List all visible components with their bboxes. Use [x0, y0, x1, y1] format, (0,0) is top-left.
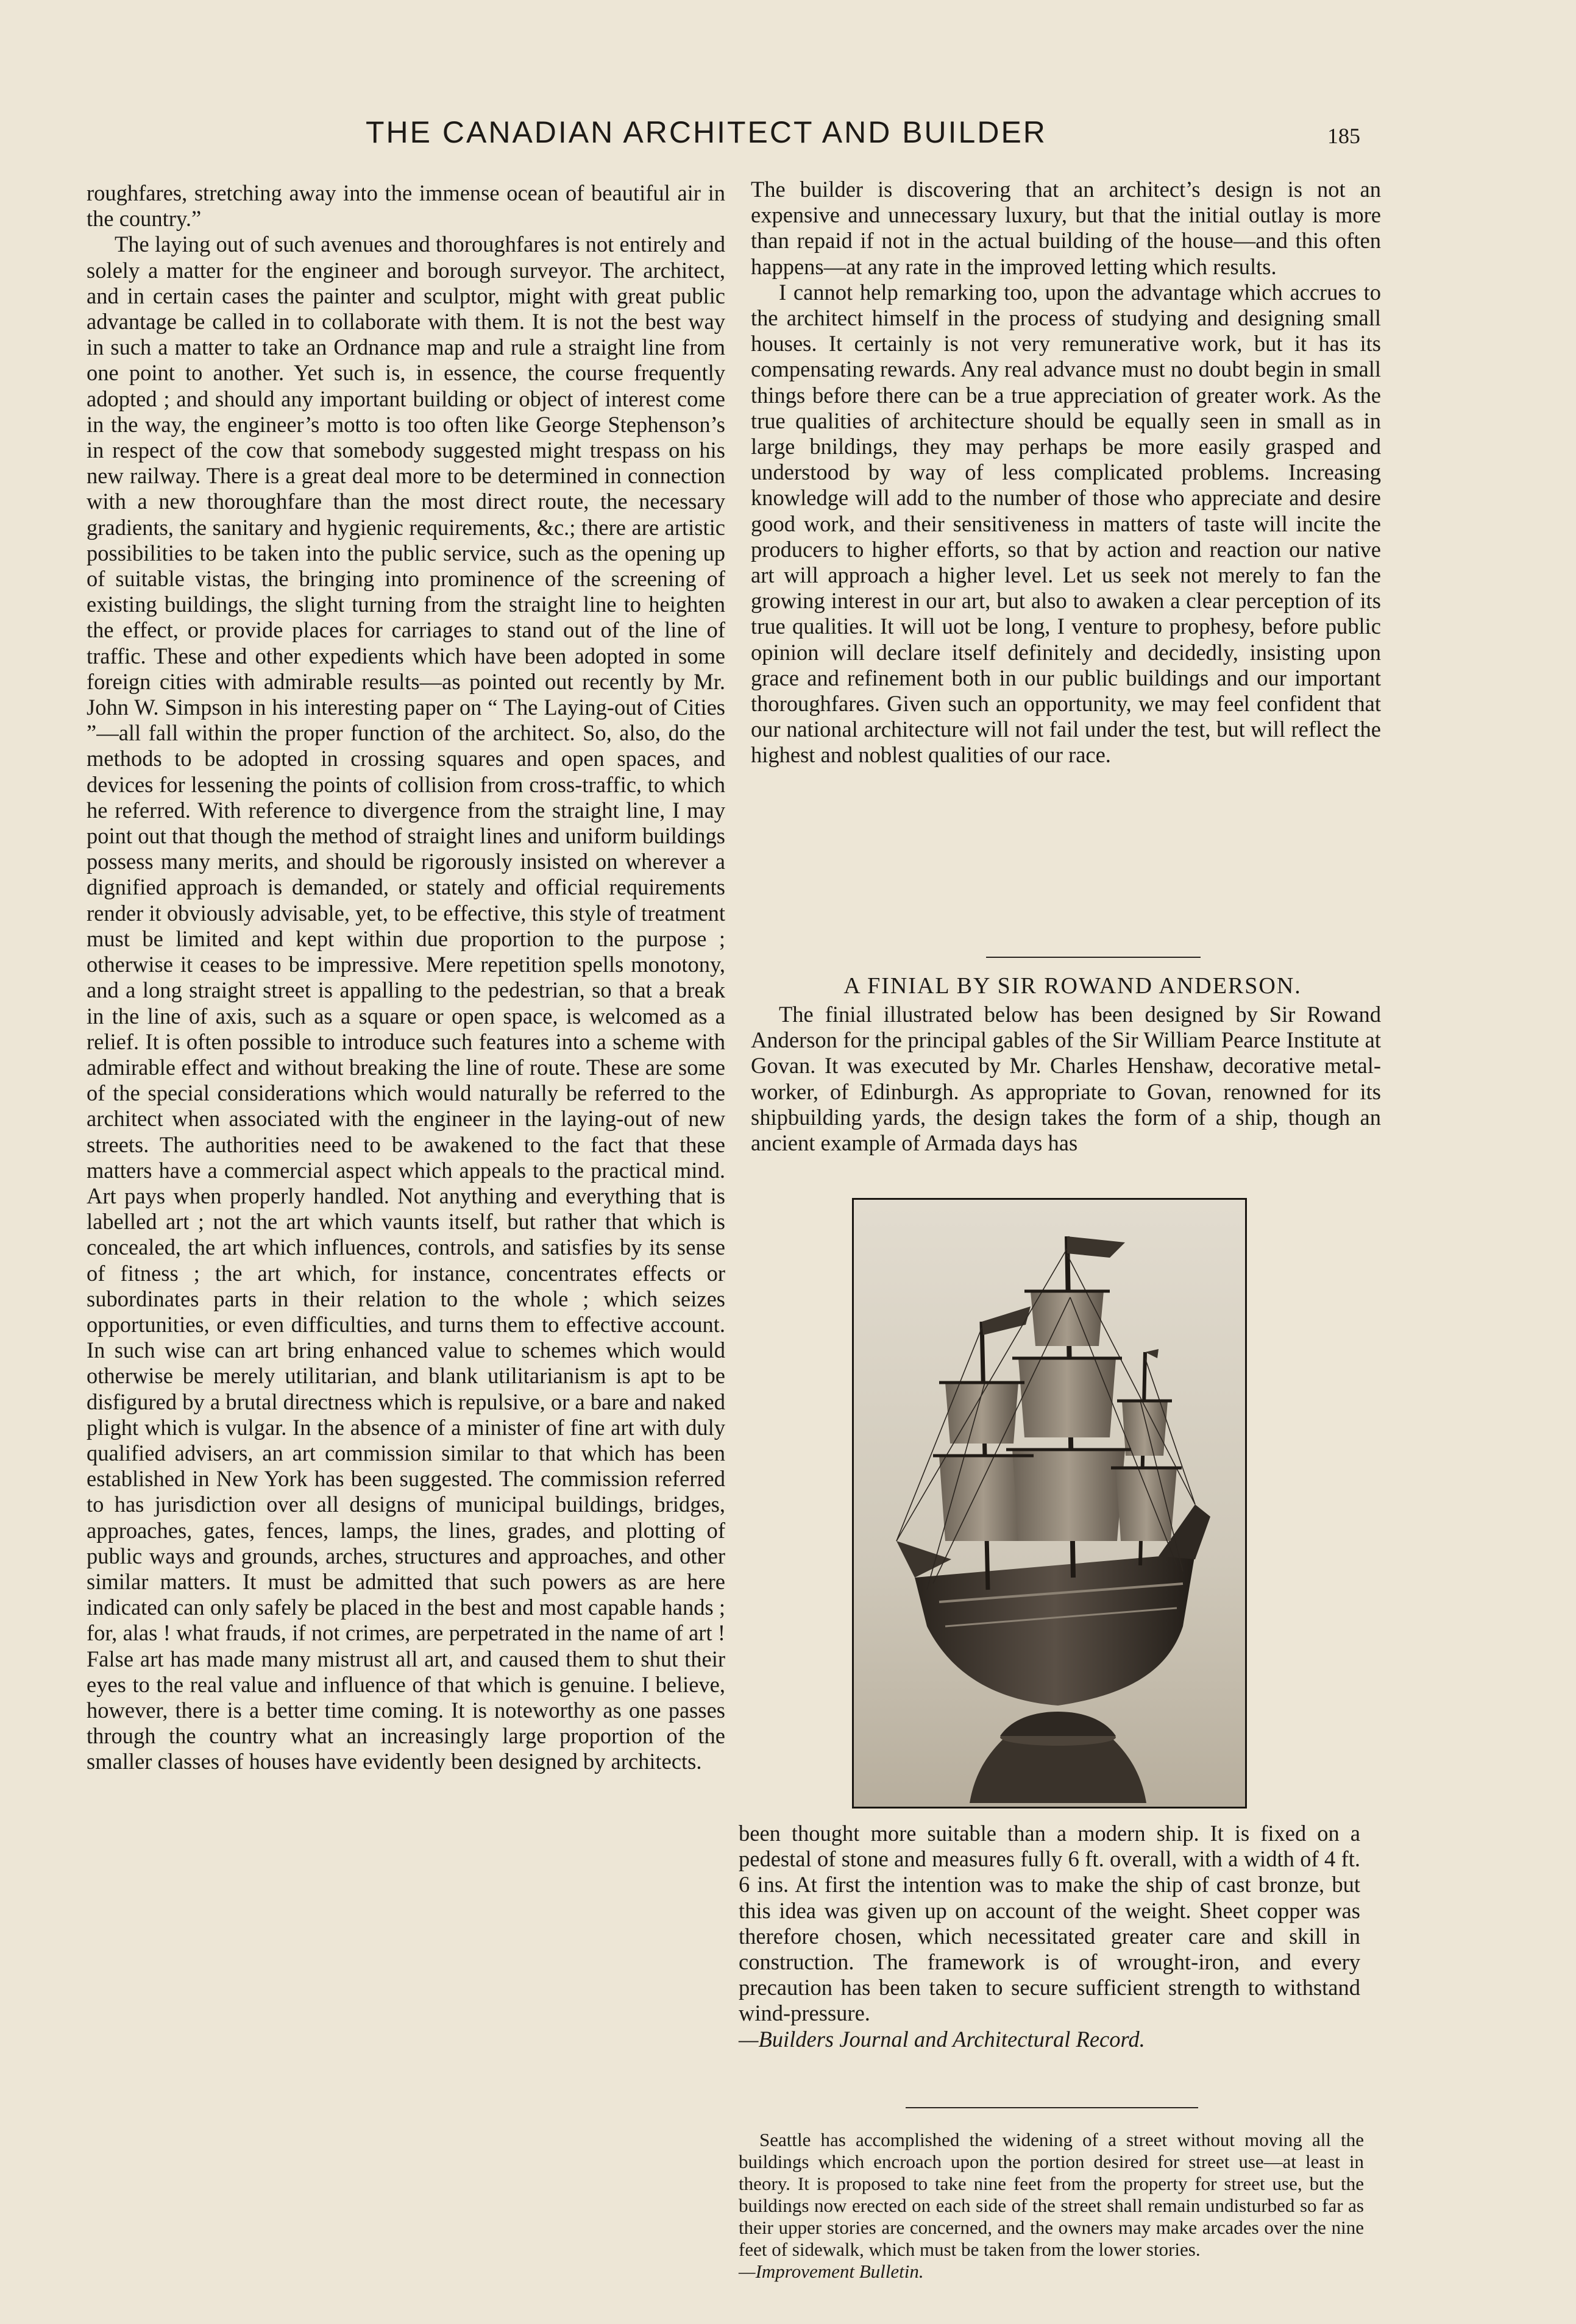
finial-citation: —Builders Journal and Architectural Record. — [739, 2026, 1145, 2052]
right-paragraph-2: I cannot help remarking too, upon the advantage which accrues to the architect himself in the process of studying and designing small houses. It certainly is not very remunerative work, but it has its compensating rewards. Any real advance must no doubt begin in small things before there can be a true appreciation of greater work. As the true qualities of architecture should be equally seen in small as in large bnildings, they may perhaps be more easily grasped and understood by way of less complicated problems. Increasing knowledge will add to the number of those who appreciate and desire good work, and their sensitiveness in matters of taste will incite the producers to higher efforts, so that by action and reaction our native art will approach a higher level. Let us seek not merely to fan the growing interest in our art, but also to awaken a clear perception of its true qualities. It will uot be long, I venture to prophesy, before public opinion will declare itself definitely and decidedly, insisting upon grace and refinement both in our public buildings and our important thoroughfares. Given such an opportunity, we may feel confident that our national architecture will not fail under the test, but will reflect the highest and noblest qualities of our race. — [751, 279, 1381, 768]
finial-continuation — [739, 1821, 1360, 2052]
right-paragraph-1: The builder is discovering that an architect’s design is not an expensive and unnecessary luxury, but that the initial outlay is more than repaid if not in the actual building of the house—and this often happens—at any rate in the improved letting which results. — [751, 177, 1381, 279]
section-divider-2 — [906, 2107, 1198, 2108]
ship-finial-illustration — [852, 1198, 1247, 1809]
article-title: A FINIAL BY SIR ROWAND ANDERSON. — [843, 973, 1302, 999]
seattle-note-text: Seattle has accomplished the widening of a street without moving all the buildings which encroach upon the portion desired for street use—at least in theory. It is proposed to take nine feet from the property for street use, but the buildings now erected on each side of the street shall remain undisturbed so far as their upper stories are concerned, and the owners may make arcades over the nine feet of sidewalk, which must be taken from the lower stories. — [739, 2129, 1364, 2260]
finial-intro-text: The finial illustrated below has been designed by Sir Rowand Anderson for the principal gables of the Sir William Pearce Institute at Govan. It was executed by Mr. Charles Henshaw, decorative metal-worker, of Edinburgh. As appropriate to Govan, renowned for its shipbuilding yards, the design takes the form of a ship, though an ancient example of Armada days has — [751, 1002, 1381, 1156]
ship-finial-drawing — [854, 1200, 1245, 1807]
left-column — [87, 180, 725, 1775]
seattle-note — [739, 2129, 1364, 2283]
finial-intro — [751, 1002, 1381, 1156]
section-divider — [986, 957, 1201, 958]
finial-continuation-text: been thought more suitable than a modern ship. It is fixed on a pedestal of stone and measures fully 6 ft. overall, with a width of 4 ft. 6 ins. At first the intention was to make the ship of cast bronze, but this idea was given up on account of the weight. Sheet copper was therefore chosen, which necessitated greater care and skill in construction. The framework is of wrought-iron, and every precaution has been taken to secure sufficient strength to withstand wind-pressure. — [739, 1821, 1360, 2026]
right-column-top — [751, 177, 1381, 768]
page-number: 185 — [1327, 124, 1360, 148]
seattle-note-citation: —Improvement Bulletin. — [739, 2261, 924, 2282]
running-head-title: THE CANADIAN ARCHITECT AND BUILDER — [366, 115, 1047, 149]
left-paragraph-1: roughfares, stretching away into the immense ocean of beautiful air in the country.” — [87, 180, 725, 232]
left-paragraph-2: The laying out of such avenues and thoroughfares is not entirely and solely a matter for the engineer and borough surveyor. The architect, and in certain cases the painter and sculptor, might with great public advantage be called in to collaborate with them. It is not the best way in such a matter to take an Ordnance map and rule a straight line from one point to another. Yet such is, in essence, the course frequently adopted ; and should any important building or object of interest come in the way, the engineer’s motto is too often like George Stephenson’s in respect of the cow that somebody suggested might trespass on his new railway. There is a great deal more to be determined in connection with a new thoroughfare than the most direct route, the necessary gradients, the sanitary and hygienic requirements, &c.; there are artistic possibilities to be taken into the public service, such as the opening up of suitable vistas, the bringing into prominence of the screening of existing buildings, the slight turning from the straight line to heighten the effect, or provide places for carriages to stand out of the line of traffic. These and other expedients which have been adopted in some foreign cities with admirable results—as pointed out recently by Mr. John W. Simpson in his interesting paper on “ The Laying-out of Cities ”—all fall within the proper function of the architect. So, also, do the methods to be adopted in crossing squares and open spaces, and devices for lessening the points of collision from cross-traffic, to which he referred. With reference to divergence from the straight line, I may point out that though the method of straight lines and uniform buildings possess many merits, and should be rigorously insisted on wherever a dignified approach is demanded, or stately and official requirements render it obviously advisable, yet, to be effective, this style of treatment must be limited and kept within due proportion to the purpose ; otherwise it ceases to be impressive. Mere repetition spells monotony, and a long straight street is appalling to the pedestrian, so that a break in the line of axis, such as a square or open space, is welcomed as a relief. It is often possible to introduce such features into a scheme with admirable effect and without breaking the line of route. These are some of the special considerations which would naturally be referred to the architect when associated with the engineer in the laying-out of new streets. The authorities need to be awakened to the fact that these matters have a commercial aspect which appeals to the practical mind. Art pays when properly handled. Not anything and everything that is labelled art ; not the art which vaunts itself, but rather that which is concealed, the art which influences, controls, and satisfies by its sense of fitness ; the art which, for instance, concentrates effects or subordinates parts in their relation to the whole ; which seizes opportunities, or even difficulties, and turns them to effective account. In such wise can art bring enhanced value to schemes which would otherwise be merely utilitarian, and blank utilitarianism is apt to be disfigured by a brutal directness which is repulsive, or a bare and naked plight which is vulgar. In the absence of a minister of fine art with duly qualified advisers, an art commission similar to that which has been established in New York has been suggested. The commission referred to has jurisdiction over all designs of municipal buildings, bridges, approaches, gates, fences, lamps, the lines, grades, and plotting of public ways and grounds, arches, structures and approaches, and other similar matters. It must be admitted that such powers as are here indicated can only safely be placed in the best and most capable hands ; for, alas ! what frauds, if not crimes, are perpetrated in the name of art ! False art has made many mistrust all art, and caused them to shut their eyes to the real value and influence of that which is genuine. I believe, however, there is a better time coming. It is noteworthy as one passes through the country what an increasingly large proportion of the smaller classes of houses have evidently been designed by architects. — [87, 232, 725, 1774]
